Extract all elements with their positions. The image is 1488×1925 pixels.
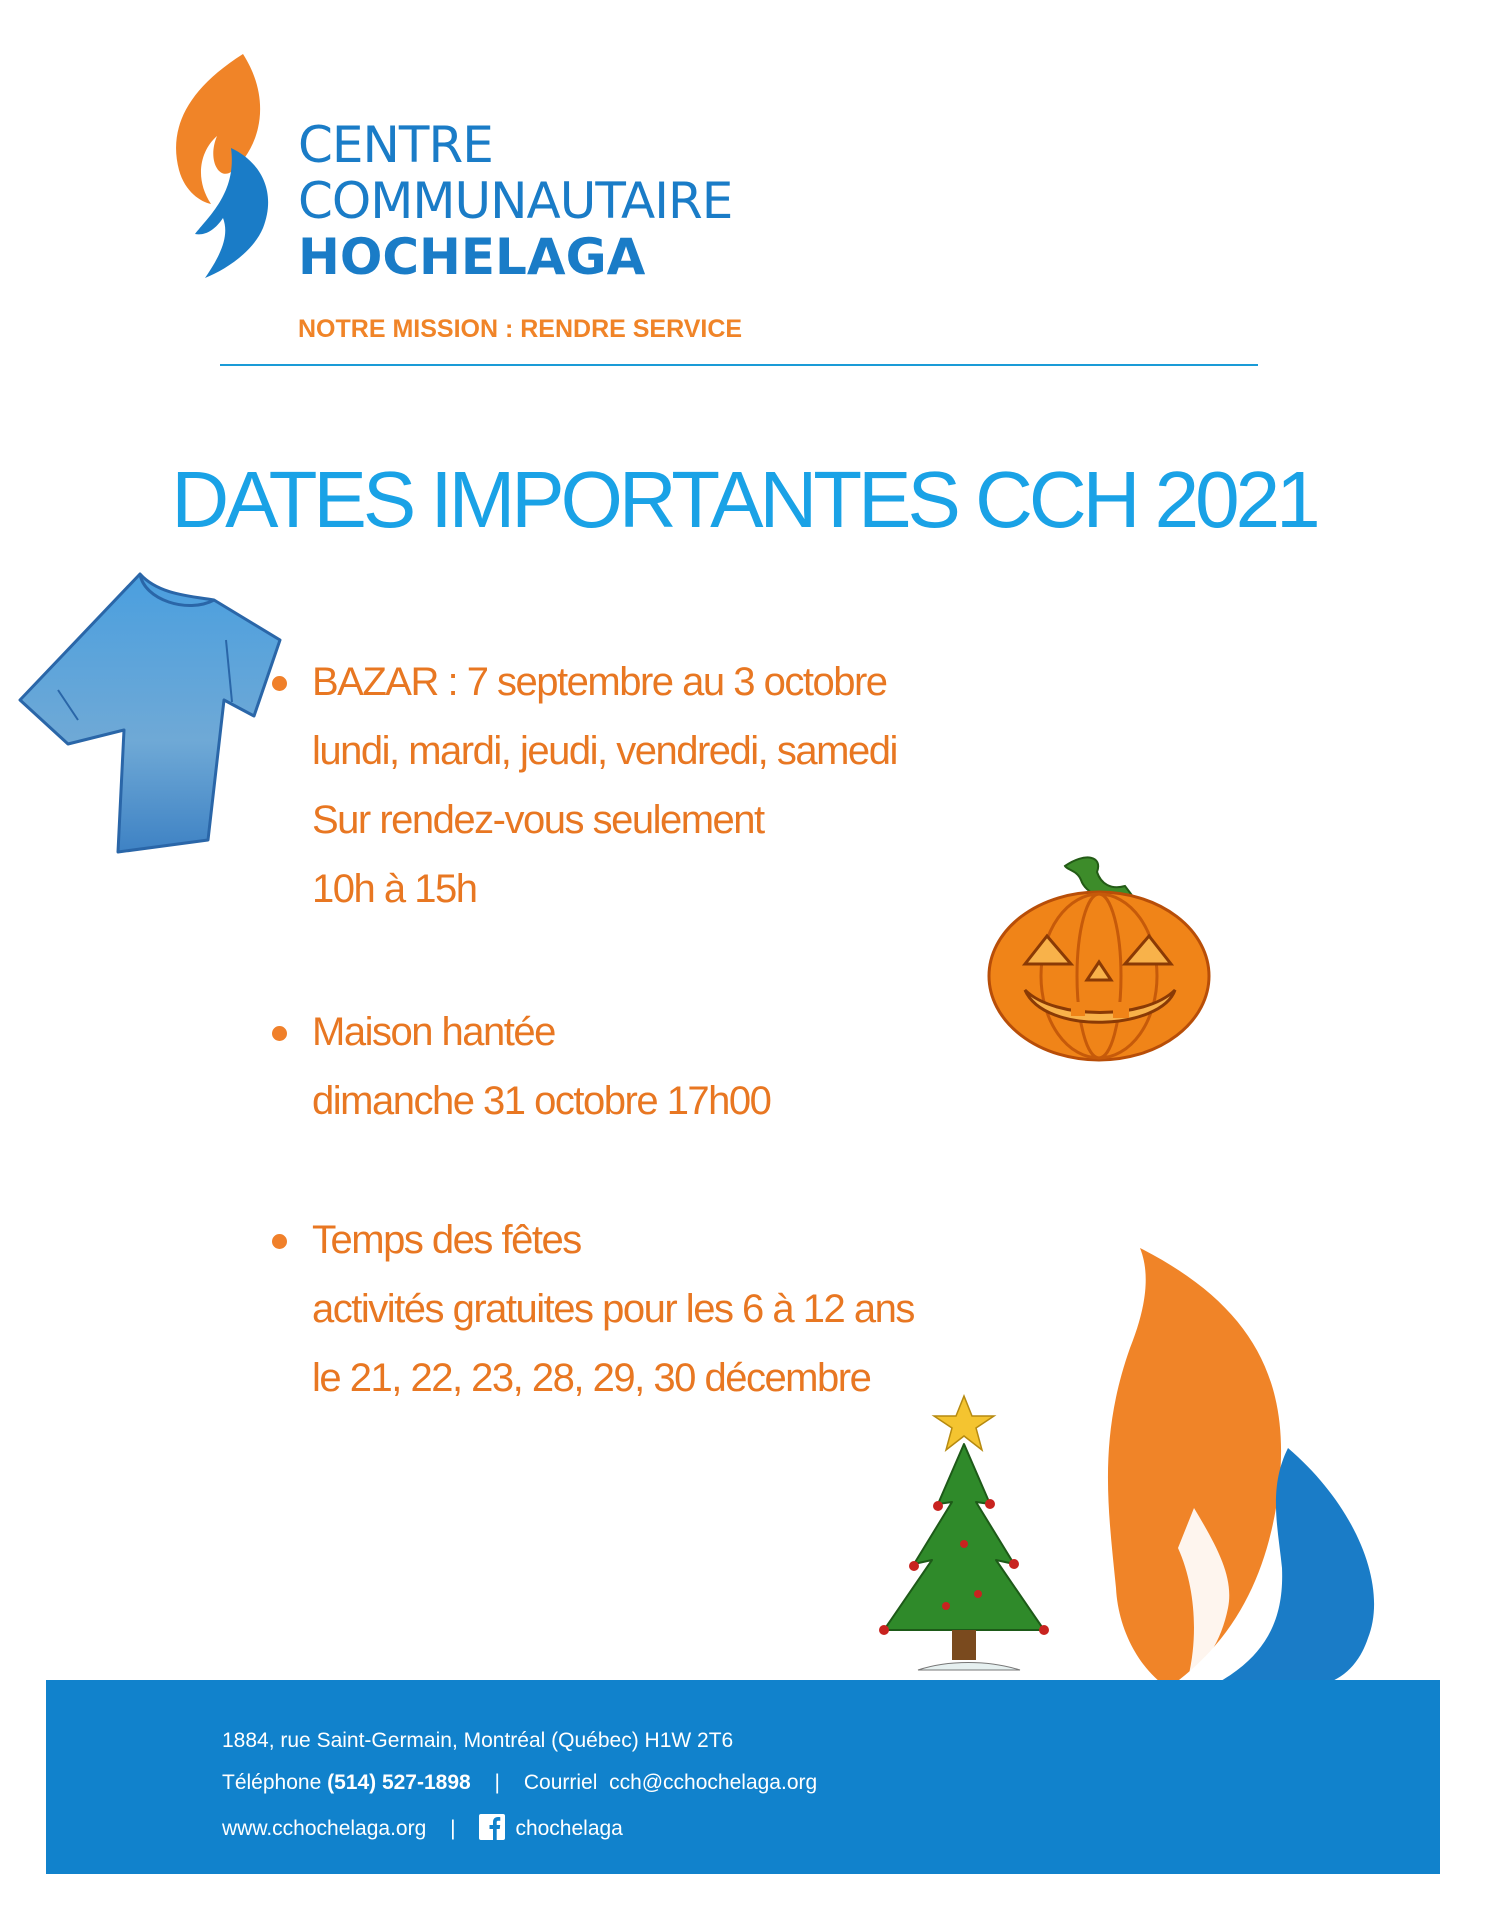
tshirt-icon [18,570,286,860]
header-divider [220,364,1258,366]
mission-tagline: NOTRE MISSION : RENDRE SERVICE [298,315,743,343]
separator: | [494,1771,501,1794]
website-link[interactable]: www.cchochelaga.org [222,1817,427,1840]
facebook-handle[interactable]: chochelaga [515,1817,623,1840]
flame-decoration-icon [1058,1248,1418,1688]
flame-logo-icon [165,52,280,278]
footer-contact [222,1772,817,1793]
pumpkin-icon [985,852,1213,1062]
separator: | [450,1817,456,1840]
event-haunted-line-1: Maison hantée [312,1010,555,1054]
event-bazar-line-3: Sur rendez-vous seulement [312,798,764,842]
bullet-icon [272,1026,287,1041]
footer-address: 1884, rue Saint-Germain, Montréal (Québec) H1W 2T6 [222,1729,734,1752]
email-link[interactable]: cch@cchochelaga.org [609,1771,818,1794]
phone-number[interactable]: (514) 527-1898 [327,1771,471,1794]
page-title: DATES IMPORTANTES CCH 2021 [171,455,1317,544]
footer-bar [46,1680,1440,1874]
bullet-icon [272,676,287,691]
event-bazar-line-1: BAZAR : 7 septembre au 3 octobre [312,660,887,704]
event-holidays-line-1: Temps des fêtes [312,1218,581,1262]
event-holidays-line-3: le 21, 22, 23, 28, 29, 30 décembre [312,1356,871,1400]
bullet-icon [272,1234,287,1249]
org-name-line-3: HOCHELAGA [298,228,646,286]
event-bazar-line-4: 10h à 15h [312,867,477,911]
org-name-line-2: COMMUNAUTAIRE [298,172,733,230]
facebook-icon[interactable] [479,1814,505,1840]
footer-web [222,1814,623,1840]
event-bazar-line-2: lundi, mardi, jeudi, vendredi, samedi [312,729,897,773]
event-holidays-line-2: activités gratuites pour les 6 à 12 ans [312,1287,914,1331]
event-haunted-line-2: dimanche 31 octobre 17h00 [312,1079,771,1123]
email-label: Courriel [523,1771,598,1794]
christmas-tree-icon [858,1394,1070,1684]
phone-label: Téléphone [222,1771,322,1794]
org-name-line-1: CENTRE [298,116,493,174]
